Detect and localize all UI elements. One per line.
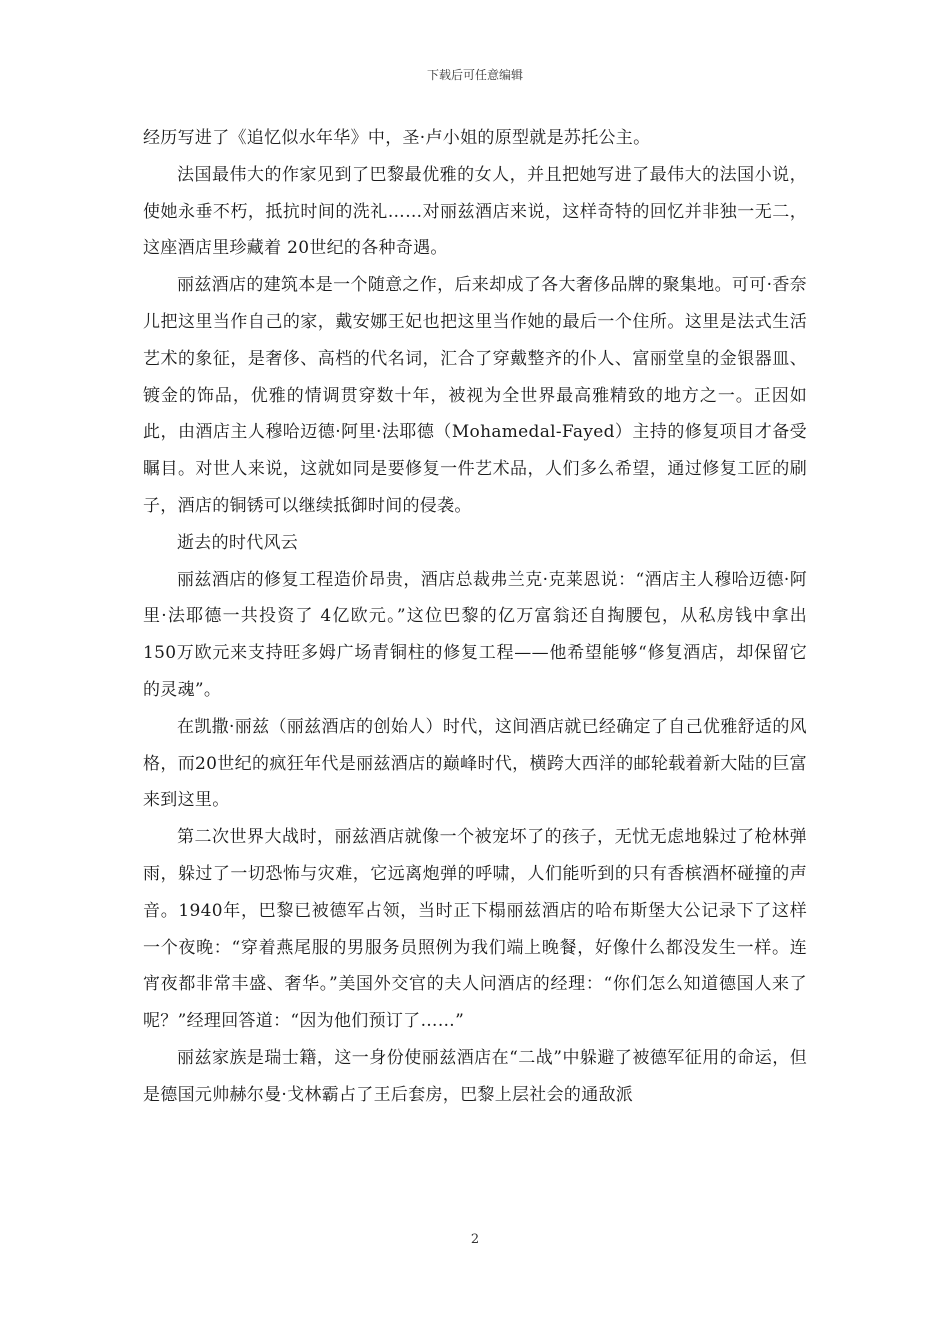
paragraph-1: 经历写进了《追忆似水年华》中，圣·卢小姐的原型就是苏托公主。 (143, 128, 651, 148)
page-number: 2 (470, 1232, 480, 1247)
paragraph-6: 在凯撒·丽兹（丽兹酒店的创始人）时代，这间酒店就已经确定了自己优雅舒适的风格，而20世纪的疯狂年代是丽兹酒店的巅峰时代，横跨大西洋的邮轮载着新大陆的巨富来到这里。 (143, 716, 807, 811)
document-body (143, 120, 807, 1114)
section-heading: 逝去的时代风云 (177, 532, 299, 553)
paragraph-2: 法国最伟大的作家见到了巴黎最优雅的女人，并且把她写进了最伟大的法国小说，使她永垂不朽，抵抗时间的洗礼……对丽兹酒店来说，这样奇特的回忆并非独一无二，这座酒店里珍藏着 20世纪的各种奇遇。 (143, 164, 807, 259)
paragraph-7: 第二次世界大战时，丽兹酒店就像一个被宠坏了的孩子，无忧无虑地躲过了枪林弹雨，躲过了一切恐怖与灾难，它远离炮弹的呼啸，人们能听到的只有香槟酒杯碰撞的声音。1940年，巴黎已被德军占领，当时正下榻丽兹酒店的哈布斯堡大公记录下了这样一个夜晚：“穿着燕尾服的男服务员照例为我们端上晚餐，好像什么都没发生一样。连宵夜都非常丰盛、奢华。”美国外交官的夫人问酒店的经理：“你们怎么知道德国人来了呢？”经理回答道：“因为他们预订了……” (143, 827, 807, 1032)
paragraph-5: 丽兹酒店的修复工程造价昂贵，酒店总裁弗兰克·克莱恩说：“酒店主人穆哈迈德·阿里·法耶德一共投资了 4亿欧元。”这位巴黎的亿万富翁还自掏腰包，从私房钱中拿出 150万欧元来支持旺多姆广场青铜柱的修复工程——他希望能够“修复酒店，却保留它的灵魂”。 (143, 569, 807, 700)
paragraph-8: 丽兹家族是瑞士籍，这一身份使丽兹酒店在“二战”中躲避了被德军征用的命运，但是德国元帅赫尔曼·戈林霸占了王后套房，巴黎上层社会的通敌派 (143, 1047, 807, 1105)
page-header: 下载后可任意编辑 (426, 68, 523, 82)
paragraph-3: 丽兹酒店的建筑本是一个随意之作，后来却成了各大奢侈品牌的聚集地。可可·香奈儿把这里当作自己的家，戴安娜王妃也把这里当作她的最后一个住所。这里是法式生活艺术的象征，是奢侈、高档的代名词，汇合了穿戴整齐的仆人、富丽堂皇的金银器皿、镀金的饰品，优雅的情调贯穿数十年，被视为全世界最高雅精致的地方之一。正因如此，由酒店主人穆哈迈德·阿里·法耶德（Mohamedal-Fayed）主持的修复项目才备受瞩目。对世人来说，这就如同是要修复一件艺术品，人们多么希望，通过修复工匠的刷子，酒店的铜锈可以继续抵御时间的侵袭。 (143, 275, 807, 516)
